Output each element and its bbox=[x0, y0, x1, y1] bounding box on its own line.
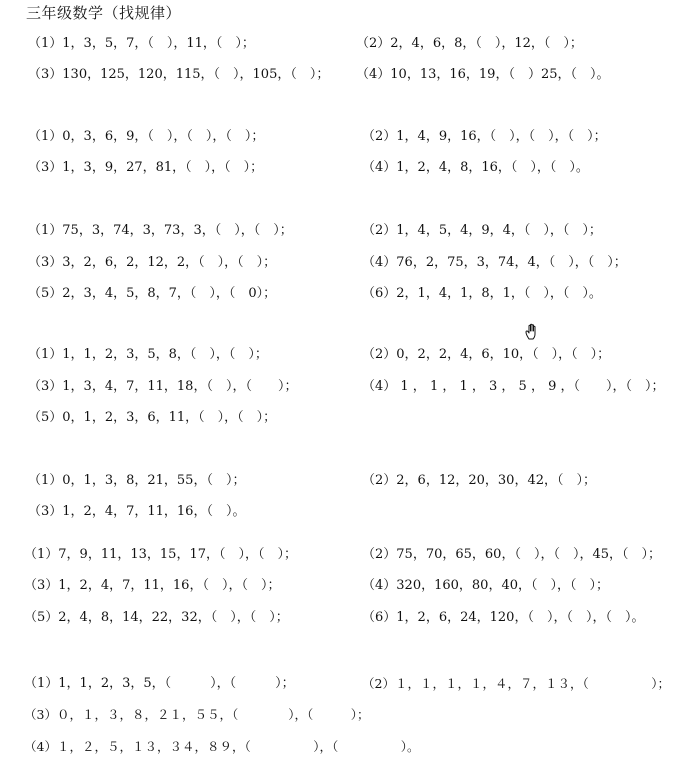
problem-5-1: （1）0，1，3，8，21，55，（ ）； bbox=[28, 473, 246, 488]
hand-cursor-icon bbox=[524, 323, 540, 341]
problem-4-1: （1）1，1，2，3，5，8，（ ），（ ）； bbox=[28, 347, 268, 362]
problem-6-5: （5）2，4，8，14，22，32，（ ），（ ）； bbox=[24, 610, 289, 625]
problem-4-3: （3）1，3，4，7，11，18，（ ），（ ）； bbox=[28, 379, 298, 394]
problem-4-5: （5）0，1，2，3，6，11，（ ），（ ）； bbox=[28, 410, 277, 425]
problem-3-6: （6）2，1，4，1，8，1，（ ），（ ）。 bbox=[362, 286, 602, 301]
problem-7-2: （2）１，１，１，１，４，７，１３，（ ）； bbox=[362, 676, 670, 691]
problem-5-2: （2）2，6，12，20，30，42，（ ）； bbox=[362, 473, 596, 488]
problem-2-1: （1）0，3，6，9，（ ），（ ），（ ）； bbox=[28, 129, 265, 144]
problem-3-4: （4）76，2，75，3，74，4，（ ），（ ）； bbox=[362, 255, 627, 270]
problem-2-2: （2）1，4，9，16，（ ），（ ），（ ）； bbox=[362, 129, 607, 144]
problem-1-4: （4）10，13，16，19，（ ）25，（ ）。 bbox=[356, 67, 610, 82]
problem-1-1: （1）1，3，5，7，（ ），11，（ ）； bbox=[28, 36, 255, 51]
problem-1-3: （3）130，125，120，115，（ ），105，（ ）； bbox=[28, 67, 330, 82]
problem-3-3: （3）3，2，6，2，12，2，（ ），（ ）； bbox=[28, 255, 277, 270]
problem-6-6: （6）1，2，6，24，120，（ ），（ ），（ ）。 bbox=[362, 610, 645, 625]
problem-4-4: （4） 1 ， 1 ， 1 ， 3 ， 5 ， 9 ，（ ），（ ）； bbox=[362, 379, 665, 394]
problem-7-4: （4）１，２，５，１３，３４，８９，（ ），（ ）。 bbox=[24, 739, 420, 754]
problem-7-1: （1）1，1，2，3，5，（ ），（ ）； bbox=[24, 676, 295, 691]
problem-6-1: （1）7，9，11，13，15，17，（ ），（ ）； bbox=[24, 547, 297, 562]
problem-3-2: （2）1，4，5，4，9，4，（ ），（ ）； bbox=[362, 223, 602, 238]
page-title: 三年级数学（找规律） bbox=[26, 4, 182, 22]
problem-3-5: （5）2，3，4，5，8，7，（ ），（ 0）； bbox=[28, 286, 277, 301]
problem-1-2: （2）2，4，6，8，（ ），12，（ ）； bbox=[356, 36, 583, 51]
problem-7-3: （3）０，１，３，８，２１，５５，（ ），（ ）； bbox=[24, 707, 370, 722]
problem-6-2: （2）75，70，65，60，（ ），（ ），45，（ ）； bbox=[362, 547, 661, 562]
problem-6-4: （4）320，160，80，40，（ ），（ ）； bbox=[362, 578, 609, 593]
problem-5-3: （3）1，2，4，7，11，16，（ ）。 bbox=[28, 504, 246, 519]
problem-6-3: （3）1，2，4，7，11，16，（ ），（ ）； bbox=[24, 578, 281, 593]
problem-3-1: （1）75，3，74，3，73，3，（ ），（ ）； bbox=[28, 223, 293, 238]
problem-4-2: （2）0，2，2，4，6，10，（ ），（ ）； bbox=[362, 347, 611, 362]
problem-2-4: （4）1，2，4，8，16，（ ），（ ）。 bbox=[362, 160, 589, 175]
problem-2-3: （3）1，3，9，27，81，（ ），（ ）； bbox=[28, 160, 264, 175]
